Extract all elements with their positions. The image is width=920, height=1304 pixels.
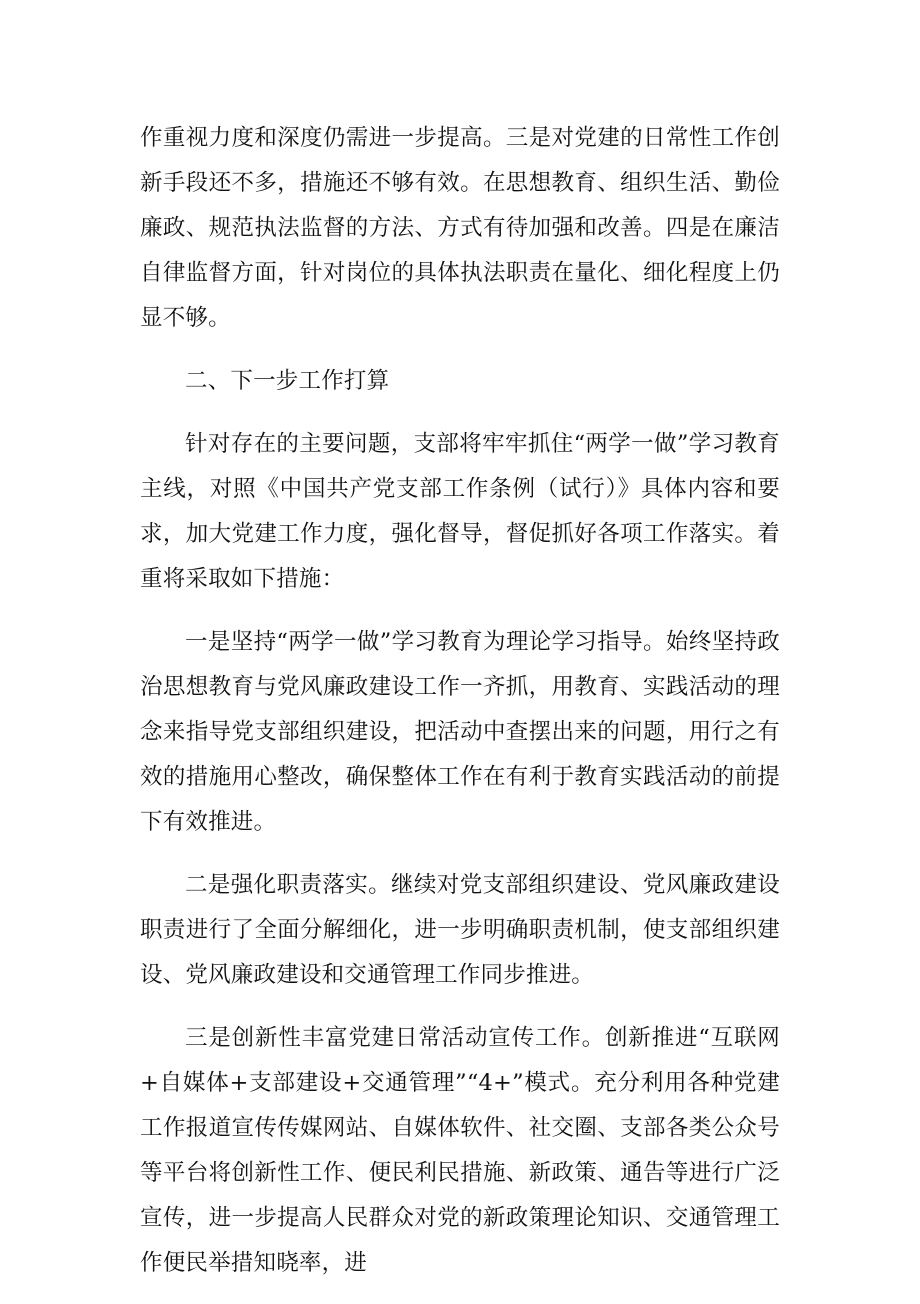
document-body <box>140 116 780 1304</box>
paragraph-continuation: 作重视力度和深度仍需进一步提高。三是对党建的日常性工作创新手段还不多，措施还不够有效。在思想教育、组织生活、勤俭廉政、规范执法监督的方法、方式有待加强和改善。四是在廉洁自律监督方面，针对岗位的具体执法职责在量化、细化程度上仍显不够。 <box>140 125 780 331</box>
paragraph-measure-three: 三是创新性丰富党建日常活动宣传工作。创新推进“互联网+自媒体+支部建设+交通管理”“4+”模式。充分利用各种党建工作报道宣传传媒网站、自媒体软件、社交圈、支部各类公众号等平台将创新性工作、便民利民措施、新政策、通告等进行广泛宣传，进一步提高人民群众对党的新政策理论知识、交通管理工作便民举措知晓率，进 <box>140 1025 780 1276</box>
paragraph-main-problems: 针对存在的主要问题，支部将牢牢抓住“两学一做”学习教育主线，对照《中国共产党支部工作条例（试行）》具体内容和要求，加大党建工作力度，强化督导，督促抓好各项工作落实。着重将采取如下措施： <box>140 431 780 592</box>
section-heading: 二、下一步工作打算 <box>185 368 390 394</box>
paragraph-measure-one: 一是坚持“两学一做”学习教育为理论学习指导。始终坚持政治思想教育与党风廉政建设工作一齐抓，用教育、实践活动的理念来指导党支部组织建设，把活动中查摆出来的问题，用行之有效的措施用心整改，确保整体工作在有利于教育实践活动的前提下有效推进。 <box>140 629 780 835</box>
paragraph-measure-two: 二是强化职责落实。继续对党支部组织建设、党风廉政建设职责进行了全面分解细化，进一步明确职责机制，使支部组织建设、党风廉政建设和交通管理工作同步推进。 <box>140 872 780 988</box>
